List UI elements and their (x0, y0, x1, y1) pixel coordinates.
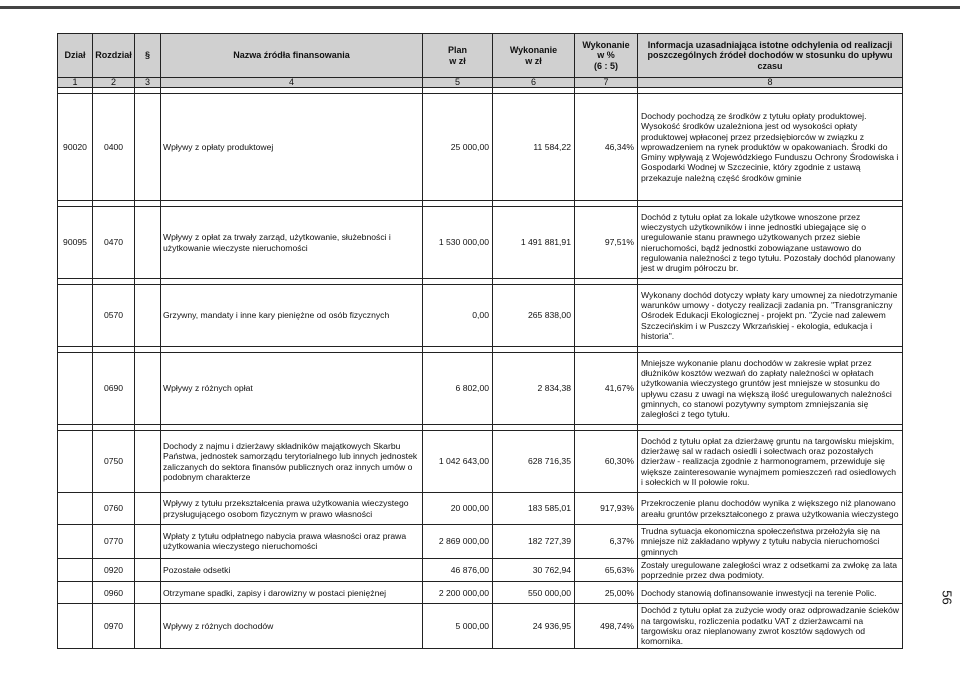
cell-paragraf (135, 493, 161, 525)
cell-rozdzial: 0960 (93, 582, 135, 604)
cell-paragraf (135, 285, 161, 347)
cell-paragraf (135, 604, 161, 648)
cell-plan: 2 869 000,00 (423, 525, 493, 559)
cell-plan: 46 876,00 (423, 558, 493, 582)
header-procent: Wykonanie w % (6 : 5) (575, 34, 638, 78)
cell-dzial (58, 285, 93, 347)
header-paragraf: § (135, 34, 161, 78)
cell-informacja: Dochód z tytułu opłat za dzierżawę gruntu na targowisku miejskim, dzierżawę sal w radach osiedli i sołectwach oraz pozostałych dzierżaw - realizacja zgodnie z harmonogramem, przewiduje się większe zainteresowanie wynajmem pomieszczeń rad osiedlowych i sołeckich w II połowie roku. (638, 431, 903, 493)
header-rozdzial: Rozdział (93, 34, 135, 78)
column-number-row (58, 78, 903, 88)
cell-nazwa: Otrzymane spadki, zapisy i darowizny w postaci pieniężnej (161, 582, 423, 604)
cell-paragraf (135, 525, 161, 559)
cell-dzial (58, 558, 93, 582)
cell-procent: 60,30% (575, 431, 638, 493)
colnum-5: 5 (423, 78, 493, 88)
header-informacja: Informacja uzasadniająca istotne odchylenia od realizacji poszczególnych źródeł dochodów w stosunku do upływu czasu (638, 34, 903, 78)
cell-paragraf (135, 207, 161, 279)
cell-rozdzial: 0970 (93, 604, 135, 648)
cell-procent: 46,34% (575, 94, 638, 201)
table-row (58, 431, 903, 493)
colnum-6: 6 (493, 78, 575, 88)
colnum-3: 3 (135, 78, 161, 88)
cell-procent (575, 285, 638, 347)
cell-rozdzial: 0920 (93, 558, 135, 582)
cell-nazwa: Wpływy z różnych dochodów (161, 604, 423, 648)
cell-paragraf (135, 431, 161, 493)
cell-procent: 917,93% (575, 493, 638, 525)
cell-nazwa: Wpłaty z tytułu odpłatnego nabycia prawa własności oraz prawa użytkowania wieczystego nieruchomości (161, 525, 423, 559)
cell-plan: 5 000,00 (423, 604, 493, 648)
cell-wykonanie: 2 834,38 (493, 353, 575, 425)
table-row (58, 604, 903, 648)
cell-wykonanie: 30 762,94 (493, 558, 575, 582)
table-row (58, 353, 903, 425)
cell-wykonanie: 1 491 881,91 (493, 207, 575, 279)
cell-rozdzial: 0470 (93, 207, 135, 279)
cell-paragraf (135, 353, 161, 425)
cell-paragraf (135, 582, 161, 604)
cell-nazwa: Wpływy z różnych opłat (161, 353, 423, 425)
header-dzial: Dział (58, 34, 93, 78)
cell-dzial: 90020 (58, 94, 93, 201)
cell-plan: 2 200 000,00 (423, 582, 493, 604)
cell-wykonanie: 182 727,39 (493, 525, 575, 559)
table-row (58, 493, 903, 525)
top-border-line (0, 6, 960, 9)
cell-plan: 0,00 (423, 285, 493, 347)
cell-rozdzial: 0690 (93, 353, 135, 425)
income-table (57, 33, 903, 649)
cell-dzial (58, 431, 93, 493)
cell-nazwa: Wpływy z tytułu przekształcenia prawa użytkowania wieczystego przysługującego osobom fizycznym w prawo własności (161, 493, 423, 525)
cell-dzial (58, 353, 93, 425)
cell-dzial (58, 525, 93, 559)
cell-informacja: Dochody pochodzą ze środków z tytułu opłaty produktowej. Wysokość środków uzależniona jest od wysokości opłaty produktowej wpłaconej przez przedsiębiorców w związku z wprowadzeniem na rynek produktów w opakowaniach. Środki do Gminy wpływają z Wojewódzkiego Funduszu Ochrony Środowiska i Gospodarki Wodnej w Szczecinie, który zgodnie z ustawą przekazuje należną część środków gminie (638, 94, 903, 201)
colnum-4: 4 (161, 78, 423, 88)
cell-nazwa: Grzywny, mandaty i inne kary pieniężne od osób fizycznych (161, 285, 423, 347)
cell-wykonanie: 11 584,22 (493, 94, 575, 201)
cell-rozdzial: 0400 (93, 94, 135, 201)
cell-nazwa: Pozostałe odsetki (161, 558, 423, 582)
cell-procent: 97,51% (575, 207, 638, 279)
cell-dzial: 90095 (58, 207, 93, 279)
colnum-7: 7 (575, 78, 638, 88)
cell-wykonanie: 628 716,35 (493, 431, 575, 493)
cell-plan: 1 042 643,00 (423, 431, 493, 493)
colnum-8: 8 (638, 78, 903, 88)
cell-plan: 1 530 000,00 (423, 207, 493, 279)
cell-nazwa: Dochody z najmu i dzierżawy składników majątkowych Skarbu Państwa, jednostek samorządu terytorialnego lub innych jednostek zaliczanych do sektora finansów publicznych oraz innych umów o podobnym charakterze (161, 431, 423, 493)
cell-informacja: Dochód z tytułu opłat za zużycie wody oraz odprowadzanie ścieków na targowisku, rozliczenia podatku VAT z dzierżawcami na targowisku oraz nieplanowany zwrot kosztów sądowych od komornika. (638, 604, 903, 648)
cell-paragraf (135, 94, 161, 201)
cell-nazwa: Wpływy z opłat za trwały zarząd, użytkowanie, służebności i użytkowanie wieczyste nieruchomości (161, 207, 423, 279)
cell-rozdzial: 0770 (93, 525, 135, 559)
colnum-1: 1 (58, 78, 93, 88)
cell-plan: 20 000,00 (423, 493, 493, 525)
table-row (58, 582, 903, 604)
cell-nazwa: Wpływy z opłaty produktowej (161, 94, 423, 201)
header-row (58, 34, 903, 78)
cell-dzial (58, 582, 93, 604)
table-row (58, 525, 903, 559)
cell-procent: 25,00% (575, 582, 638, 604)
table-row (58, 94, 903, 201)
cell-plan: 25 000,00 (423, 94, 493, 201)
budget-report-sheet (57, 33, 902, 649)
cell-rozdzial: 0750 (93, 431, 135, 493)
cell-paragraf (135, 558, 161, 582)
colnum-2: 2 (93, 78, 135, 88)
cell-rozdzial: 0760 (93, 493, 135, 525)
cell-informacja: Trudna sytuacja ekonomiczna społeczeństwa przełożyła się na mniejsze niż zakładano wpływy z tytułu nabycia nieruchomości gminnych (638, 525, 903, 559)
table-row (58, 207, 903, 279)
cell-dzial (58, 493, 93, 525)
cell-wykonanie: 24 936,95 (493, 604, 575, 648)
cell-procent: 41,67% (575, 353, 638, 425)
cell-informacja: Zostały uregulowane zaległości wraz z odsetkami za zwłokę za lata poprzednie przez dwa podmioty. (638, 558, 903, 582)
cell-procent: 65,63% (575, 558, 638, 582)
table-row (58, 558, 903, 582)
cell-procent: 6,37% (575, 525, 638, 559)
cell-informacja: Przekroczenie planu dochodów wynika z większego niż planowano areału gruntów przekształconego z prawa użytkowania wieczystego (638, 493, 903, 525)
cell-wykonanie: 550 000,00 (493, 582, 575, 604)
header-nazwa: Nazwa źródła finansowania (161, 34, 423, 78)
cell-wykonanie: 265 838,00 (493, 285, 575, 347)
cell-informacja: Dochód z tytułu opłat za lokale użytkowe wnoszone przez wieczystych użytkowników i inne jednostki ubiegające się o uregulowanie stanu prawnego użytkowanych przez siebie nieruchomości, bądź jednostki zobowiązane ustawowo do regulowania należności z tego tytułu. Pozostały dochód planowany jest w drugim półroczu br. (638, 207, 903, 279)
cell-wykonanie: 183 585,01 (493, 493, 575, 525)
header-plan: Plan w zł (423, 34, 493, 78)
cell-dzial (58, 604, 93, 648)
cell-informacja: Dochody stanowią dofinansowanie inwestycji na terenie Polic. (638, 582, 903, 604)
cell-procent: 498,74% (575, 604, 638, 648)
cell-informacja: Wykonany dochód dotyczy wpłaty kary umownej za niedotrzymanie warunków umowy - dotyczy realizacji zadania pn. "Transgraniczny Ośrodek Edukacji Ekologicznej - projekt pn. "Życie nad zalewem Szczecińskim i w Puszczy Wkrzańskiej - ekologia, edukacja i historia". (638, 285, 903, 347)
cell-plan: 6 802,00 (423, 353, 493, 425)
page-number: 56 (939, 590, 955, 605)
header-wykonanie: Wykonanie w zł (493, 34, 575, 78)
cell-rozdzial: 0570 (93, 285, 135, 347)
cell-informacja: Mniejsze wykonanie planu dochodów w zakresie wpłat przez dłużników kosztów wezwań do zapłaty należności w opłatach użytkowania wieczystego gruntów jest mniejsze w stosunku do upływu czasu z uwagi na większą ilość uregulowanych należności gminnych, co stanowi pozytywny symptom zmniejszania się zaległości z tego tytułu. (638, 353, 903, 425)
table-row (58, 285, 903, 347)
